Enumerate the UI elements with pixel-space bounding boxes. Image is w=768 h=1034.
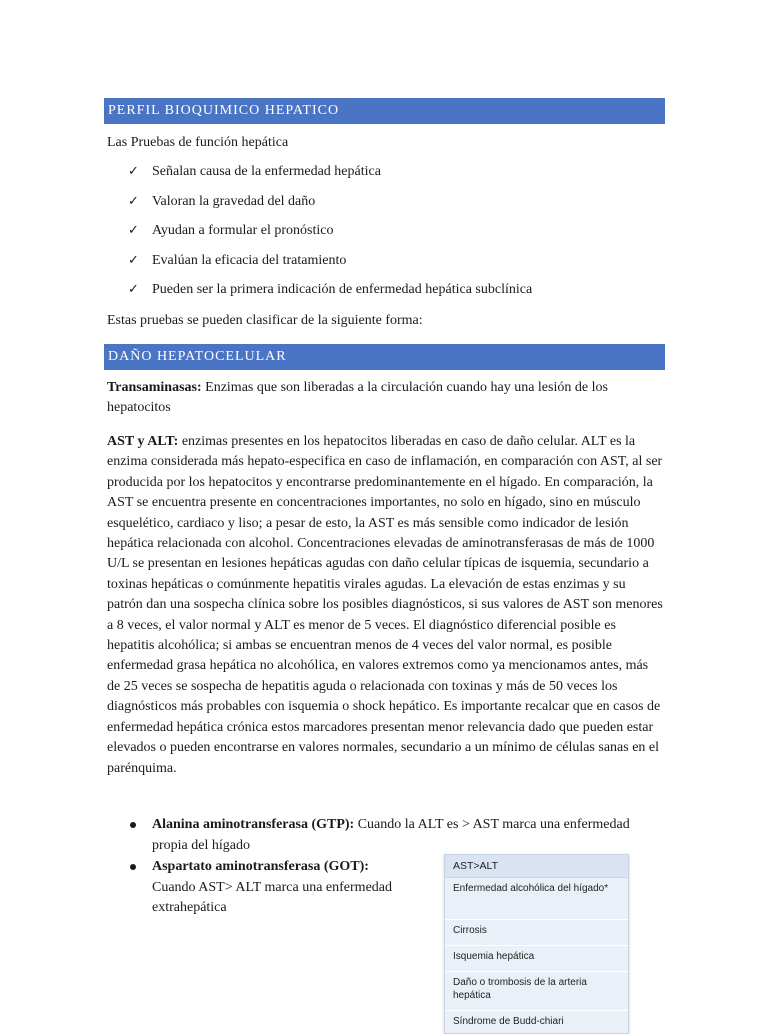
intro-text: Las Pruebas de función hepática [107,135,289,150]
outro-text: Estas pruebas se pueden clasificar de la siguiente forma: [107,313,423,328]
check-icon: ✓ [128,193,139,209]
ast-alt-paragraph [107,432,663,779]
transaminasas-paragraph [107,378,663,419]
bullet-item-ast: Aspartato aminotransferasa (GOT): Cuando AST> ALT marca una enfermedad extrahepática [130,857,420,919]
bullet-item-alt: Alanina aminotransferasa (GTP): Cuando la ALT es > AST marca una enfermedad propia del hígado [130,815,650,856]
bullet-list [130,815,650,856]
check-icon: ✓ [128,282,139,297]
check-item: ✓ Señalan causa de la enfermedad hepática [128,162,648,192]
transaminasas-text: Enzimas que son liberadas a la circulación cuando hay una lesión de los hepatocitos [107,380,608,416]
check-item: ✓ Ayudan a formular el pronóstico [128,221,648,251]
ast-alt-table [444,854,629,1034]
ast-alt-term: AST y ALT: [107,434,179,449]
bullet-icon [130,864,136,870]
ast-alt-text: enzimas presentes en los hepatocitos liberadas en caso de daño celular. ALT es la enzima considerada más hepato-especifica en caso de inflamación, en comparación con AST, al ser producida por los hepatocitos y encontrarse predominantemente en el hígado. En comparación, la AST se encuentra presente en concentraciones importantes, no solo en hígado, sino en músculo esquelético, cardiaco y liso; a pesar de esto, la AST es más sensible como indicador de lesión hepática relacionada con alcohol. Concentraciones elevadas de aminotransferasas de más de 1000 U/L se presentan en lesiones hepáticas agudas con daño celular típicas de isquemia, secundario a toxinas hepáticas o comúnmente hepatitis virales agudas. La elevación de estas enzimas y su patrón dan una sospecha clínica sobre los posibles diagnósticos, si sus valores de AST son menores a 8 veces, el valor normal y ALT es menor de 5 veces. El diagnóstico diferencial posible es hepatitis alcohólica; si ambas se encuentran menos de 4 veces del valor normal, es posible enfermedad grasa hepática no alcohólica, en valores extremos como ya mencionamos antes, más de 25 veces se sospecha de hepatitis aguda o relacionada con toxinas y más de 50 veces los diagnósticos más probables con isquemia o shock hepático. Es importante recalcar que en casos de enfermedad hepática crónica estos marcadores presentan menor relevancia dado que pueden estar elevados o pueden encontrarse en valores normales, secundario a un mínimo de células sanas en el parénquima. [107,434,663,776]
check-icon: ✓ [128,252,139,268]
check-list [128,162,648,310]
transaminasas-term: Transaminasas: [107,380,202,395]
table-row: Cirrosis [445,920,628,946]
check-item: ✓ Pueden ser la primera indicación de enfermedad hepática subclínica [128,280,648,310]
section-heading-dano: DAÑO HEPATOCELULAR [104,344,665,370]
table-row: Síndrome de Budd-chiari [453,1016,564,1027]
check-item: ✓ Evalúan la eficacia del tratamiento [128,251,648,281]
check-icon: ✓ [128,223,139,238]
table-row: Daño o trombosis de la arteria hepática [445,972,628,1011]
bullet-icon [130,822,136,828]
section-heading-perfil: PERFIL BIOQUIMICO HEPATICO [104,98,665,124]
bullet-list-2 [130,857,420,919]
table-row: Isquemia hepática [445,946,628,972]
check-item: ✓ Valoran la gravedad del daño [128,192,648,222]
table-header: AST>ALT [445,855,628,878]
table-row: Enfermedad alcohólica del hígado* [445,878,628,920]
check-icon: ✓ [128,164,139,179]
